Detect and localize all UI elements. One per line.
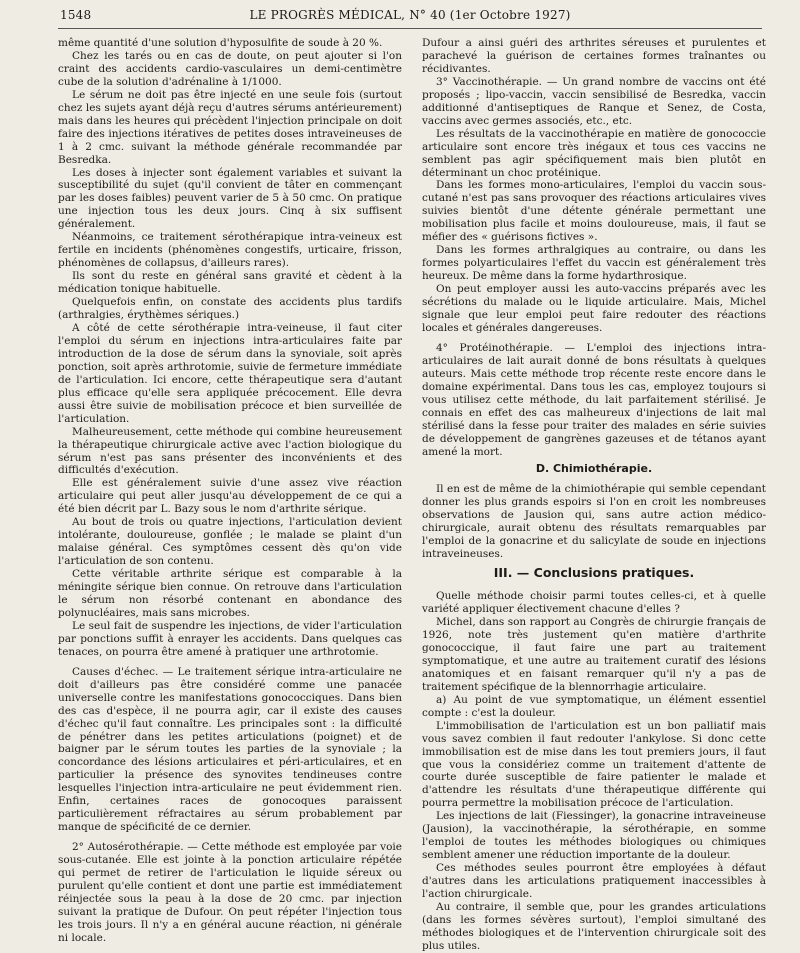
running-title: LE PROGRÈS MÉDICAL, N° 40 (1er Octobre 1927)	[249, 8, 571, 22]
paragraph: Au contraire, il semble que, pour les grandes articulations (dans les formes sévères surtout), l'emploi simultané des méthodes biologiques et de l'intervention chirurgicale soit des plus utiles.	[422, 901, 766, 952]
paragraph: Le sérum ne doit pas être injecté en une seule fois (surtout chez les sujets ayant déjà reçu d'autres sérums antérieurement) mais dans les heures qui précèdent l'injection principale on doit faire des injections itératives de petites doses intraveineuses de 1 à 2 cmc. suivant la méthode générale recommandée par Besredka.	[58, 88, 402, 166]
header-rule	[58, 28, 762, 29]
section-heading-conclusions: III. — Conclusions pratiques.	[493, 565, 695, 581]
paragraph: On peut employer aussi les auto-vaccins préparés avec les sécrétions du malade ou le liquide articulaire. Mais, Michel signale que leur emploi peut faire redouter des réactions locales et générales dangereuses.	[422, 283, 766, 334]
paragraph: Ces méthodes seules pourront être employées à défaut d'autres dans les articulations pratiquement inaccessibles à l'action chirurgicale.	[422, 862, 766, 901]
paragraph: a) Au point de vue symptomatique, un élément essentiel compte : c'est la douleur.	[422, 693, 766, 719]
paragraph: Dans les formes mono-articulaires, l'emploi du vaccin sous-cutané n'est pas sans provoquer des réactions articulaires vives suivies bientôt d'une détente générale permettant une mobilisation plus facile et moins douloureuse, mais, il faut se méfier des « guérisons fictives ».	[422, 179, 766, 244]
paragraph: Michel, dans son rapport au Congrès de chirurgie français de 1926, note très justement qu'en matière d'arthrite gonococcique, il faut faire une part au traitement symptomatique, et une autre au traitement curatif des lésions anatomiques et en faisant remarquer qu'il n'y a pas de traitement spécifique de la blennorrhagie articulaire.	[422, 616, 766, 693]
paragraph: Causes d'échec. — Le traitement sérique intra-articulaire ne doit d'ailleurs pas être considéré comme une panacée universelle contre les manifestations gonococciques. Dans bien des cas d'espèce, il ne pourra agir, car il existe des causes d'échec qu'il faut connaître. Les principales sont : la difficulté de pénétrer dans les petites articulations (poignet) et de baigner par le sérum toutes les parties de la synoviale ; la concordance des lésions articulaires et péri-articulaires, et en particulier la présence des synovites tendineuses contre lesquelles l'injection intra-articulaire ne peut évidemment rien. Enfin, certaines races de gonocoques paraissent particulièrement réfractaires au sérum probablement par manque de spécificité de ce dernier.	[58, 665, 402, 834]
page-header	[60, 8, 760, 26]
paragraph: même quantité d'une solution d'hyposulfite de soude à 20 %.	[58, 37, 383, 49]
section-heading-chimiotherapie: D. Chimiothérapie.	[535, 461, 653, 475]
left-column	[58, 37, 402, 944]
paragraph: Les doses à injecter sont également variables et suivant la susceptibilité du sujet (qu'il convient de tâter en commençant par les doses faibles) peuvent varier de 5 à 50 cmc. On pratique une injection tous les deux jours. Cinq à six suffisent généralement.	[58, 166, 402, 231]
paragraph: 2° Autosérothérapie. — Cette méthode est employée par voie sous-cutanée. Elle est jointe à la ponction articulaire répétée qui permet de retirer de l'articulation le liquide séreux ou purulent qu'elle contient et dont une partie est immédiatement réinjectée sous la peau à la dose de 20 cmc. par injection suivant la pratique de Dufour. On peut répéter l'injection tous les trois jours. Il n'y a en général aucune réaction, ni générale ni locale.	[58, 841, 402, 944]
paragraph: Le seul fait de suspendre les injections, de vider l'articulation par ponctions suffit à enrayer les accidents. Dans quelques cas tenaces, on pourra être amené à pratiquer une arthrotomie.	[58, 619, 402, 658]
paragraph: Ils sont du reste en général sans gravité et cèdent à la médication tonique habituelle.	[58, 270, 402, 296]
paragraph: Quelle méthode choisir parmi toutes celles-ci, et à quelle variété appliquer électivement chacune d'elles ?	[422, 590, 766, 616]
paragraph: Elle est généralement suivie d'une assez vive réaction articulaire qui peut aller jusqu'au développement de ce qui a été bien décrit par L. Bazy sous le nom d'arthrite sérique.	[58, 477, 402, 516]
paragraph: Quelquefois enfin, on constate des accidents plus tardifs (arthralgies, érythèmes sériques.)	[58, 296, 402, 322]
paragraph: Il en est de même de la chimiothérapie qui semble cependant donner les plus grands espoirs si l'on en croit les nombreuses observations de Jausion qui, sans autre action médico-chirurgicale, aurait obtenu des résultats remarquables par l'emploi de la gonacrine et du salicylate de soude en injections intraveineuses.	[422, 483, 766, 561]
paragraph: 4° Protéinothérapie. — L'emploi des injections intra-articulaires de lait aurait donné de bons résultats à quelques auteurs. Mais cette méthode trop récente reste encore dans le domaine expérimental. Dans tous les cas, employez toujours si vous utilisez cette méthode, du lait parfaitement stérilisé. Je connais en effet des cas malheureux d'injections de lait mal stérilisé dans la fesse pour traiter des malades en série suivies de développement de gangrènes gazeuses et de tétanos ayant amené la mort.	[422, 341, 766, 458]
right-column	[422, 37, 766, 952]
paragraph: Dans les formes arthralgiques au contraire, ou dans les formes polyarticulaires l'effet du vaccin est généralement très heureux. De même dans la forme hydarthrosique.	[422, 244, 766, 283]
page-number: 1548	[60, 8, 92, 22]
paragraph: L'immobilisation de l'articulation est un bon palliatif mais vous savez combien il faut redouter l'ankylose. Si donc cette immobilisation est de mise dans les tout premiers jours, il faut que vous la considériez comme un traitement d'attente de courte durée susceptible de faire patienter le malade et d'attendre les résultats d'une thérapeutique différente qui pourra permettre la mobilisation précoce de l'articulation.	[422, 719, 766, 810]
paragraph: Les résultats de la vaccinothérapie en matière de gonococcie articulaire sont encore très inégaux et tous ces vaccins ne semblent pas agir spécifiquement mais bien plutôt en déterminant un choc protéinique.	[422, 127, 766, 179]
paragraph: Les injections de lait (Fiessinger), la gonacrine intraveineuse (Jausion), la vaccinothérapie, la sérothérapie, en somme l'emploi de toutes les méthodes biologiques ou chimiques semblent amener une réduction importante de la douleur.	[422, 810, 766, 862]
paragraph: Néanmoins, ce traitement sérothérapique intra-veineux est fertile en incidents (phénomènes congestifs, urticaire, frisson, phénomènes de collapsus, d'ailleurs rares).	[58, 231, 402, 270]
paragraph: A côté de cette sérothérapie intra-veineuse, il faut citer l'emploi du sérum en injections intra-articulaires faite par introduction de la dose de sérum dans la synoviale, soit après ponction, soit après arthrotomie, suivie de fermeture immédiate de l'articulation. Ici encore, cette thérapeutique sera d'autant plus efficace qu'elle sera appliquée précocement. Elle devra aussi être suivie de mobilisation précoce et bien surveillée de l'articulation.	[58, 321, 402, 425]
paragraph: Cette véritable arthrite sérique est comparable à la méningite sérique bien connue. On retrouve dans l'articulation le sérum non résorbé contenant en abondance des polynucléaires, mais sans microbes.	[58, 568, 402, 619]
paragraph: Chez les tarés ou en cas de doute, on peut ajouter si l'on craint des accidents cardio-vasculaires un demi-centimètre cube de la solution d'adrénaline à 1/1000.	[58, 49, 402, 88]
paragraph: Dufour a ainsi guéri des arthrites séreuses et purulentes et parachevé la guérison de certaines formes traînantes ou récidivantes.	[422, 37, 766, 75]
paragraph: Au bout de trois ou quatre injections, l'articulation devient intolérante, douloureuse, gonflée ; le malade se plaint d'un malaise général. Ces symptômes cessent dès qu'on vide l'articulation de son contenu.	[58, 516, 402, 568]
paragraph: Malheureusement, cette méthode qui combine heureusement la thérapeutique chirurgicale active avec l'action biologique du sérum n'est pas sans présenter des inconvénients et des difficultés d'exécution.	[58, 425, 402, 477]
paragraph: 3° Vaccinothérapie. — Un grand nombre de vaccins ont été proposés ; lipo-vaccin, vaccin sensibilisé de Besredka, vaccin additionné d'antiseptiques de Ranque et Senez, de Costa, vaccins avec germes associés, etc., etc.	[422, 75, 766, 127]
